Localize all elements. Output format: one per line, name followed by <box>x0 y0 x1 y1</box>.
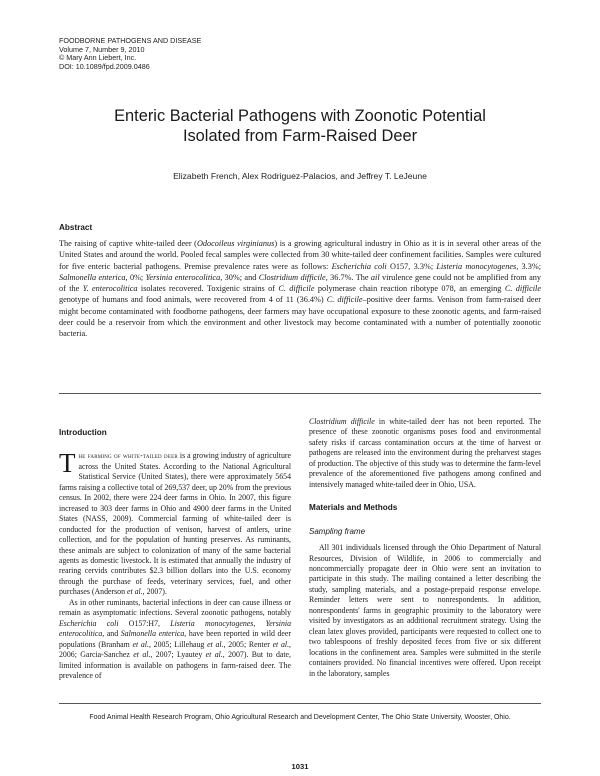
abstract-heading: Abstract <box>59 223 93 232</box>
footnote-divider <box>59 703 541 704</box>
drop-cap: T <box>59 448 76 479</box>
title-line-1: Enteric Bacterial Pathogens with Zoonotic Potential <box>114 107 486 125</box>
paper-title <box>40 106 560 146</box>
journal-doi: DOI: 10.1089/fpd.2009.0486 <box>59 61 150 71</box>
author-list: Elizabeth French, Alex Rodriguez-Palacios, and Jeffrey T. LeJeune <box>173 171 427 181</box>
methods-heading: Materials and Methods <box>309 503 398 513</box>
methods-paragraph: All 301 individuals licensed through the Ohio Department of Natural Resources, Division of Wildlife, in 2006 to commercially and noncommercially propagate deer in Ohio were sent an invitation to participate in this study. The mailing contained a letter describing the study, sampling materials, and a postage-prepaid response envelope. Reminder letters were sent to nonrespondents. In addition, nonrespondents' farms in geographic proximity to the laboratory were visited by investigators as an additional recruitment strategy. Using the clean latex gloves provided, participants were requested to collect one to two tablespoons of freshly deposited feces from five or six different locations in the confinement area. Samples were submitted in the sterile containers provided. No financial incentives were offered. Upon receipt in the laboratory, samples <box>309 543 541 678</box>
journal-copyright: © Mary Ann Liebert, Inc. <box>59 53 137 63</box>
journal-volume: Volume 7, Number 9, 2010 <box>59 44 145 54</box>
intro-heading: Introduction <box>59 428 107 437</box>
journal-name: FOODBORNE PATHOGENS AND DISEASE <box>59 36 202 45</box>
affiliation-footnote: Food Animal Health Research Program, Ohio Agricultural Research and Development Center, The Ohio State University, Wooster, Ohio. <box>89 714 511 721</box>
journal-header <box>59 37 201 71</box>
left-column <box>59 428 291 681</box>
sampling-heading: Sampling frame <box>309 526 366 536</box>
page-number: 1031 <box>291 762 309 771</box>
title-line-2: Isolated from Farm-Raised Deer <box>182 127 418 145</box>
intro-paragraph-1: The farming of white-tailed deer is a growing industry of agriculture across the United States. According to the National Agricultural Statistical Service (United States), there were approximately 5654 farms raising a collective total of 269,537 deer, up 20% from the previous census. In 2002, there were 224 deer farms in Ohio. In 2007, this figure increased to 303 deer farms in Ohio and 4900 deer farms in the United States (NASS, 2009). Commercial farming of white-tailed deer is conducted for the production of venison, harvest of antlers, urine collection, and for the population of hunting preserves. As ruminants, these animals are subject to colonization of many of the same bacterial agents as domestic livestock. It is estimated that annually the industry of rearing cervids contributes $2.3 billion dollars into the U.S. economy through the purchase of feeds, veterinary services, fuel, and other purchases (Anderson et al., 2007). <box>59 448 291 597</box>
abstract-divider <box>59 393 541 394</box>
abstract-body: The raising of captive white-tailed deer (Odocoileus virginianus) is a growing agricultural industry in Ohio as it is in several other areas of the United States and around the world. Pooled fecal samples were collected from 30 white-tailed deer confinement facilities. Samples were cultured for five enteric bacterial pathogens. Premise prevalence rates were as follows: Escherichia coli O157, 3.3%; Listeria monocytogenes, 3.3%; Salmonella enterica, 0%; Yersinia enterocolitica, 30%; and Clostridium difficile, 36.7%. The ail virulence gene could not be amplified from any of the Y. enterocolitica isolates recovered. Toxigenic strains of C. difficile polymerase chain reaction ribotype 078, an emerging C. difficile genotype of humans and food animals, were recovered from 4 of 11 (36.4%) C. difficile–positive deer farms. Venison from farm-raised deer might become contaminated with foodborne pathogens, deer farmers may have occupational exposure to these zoonotic agents, and farm-raised deer could be a reservoir from which the environment and other livestock may become contaminated with a number of potentially zoonotic bacteria. <box>59 239 542 339</box>
right-column <box>309 417 541 679</box>
intro-continuation: Clostridium difficile in white-tailed deer has not been reported. The presence of these zoonotic organisms poses food and environmental safety risks if carcass contamination occurs at the time of harvest or pathogens are released into the environment during the preharvest stages of production. The objective of this study was to determine the farm-level prevalence of the aforementioned five pathogens among confined and intensively managed white-tailed deer in Ohio, USA. <box>309 417 542 489</box>
intro-paragraph-2: As in other ruminants, bacterial infections in deer can cause illness or remain as asymptomatic infections. Several zoonotic pathogens, notably Escherichia coli O157:H7, Listeria monocytogenes, Yersinia enterocolitica, and Salmonella enterica, have been reported in wild deer populations (Branham et al., 2005; Lillehaug et al., 2005; Renter et al., 2006; Garcia-Sanchez et al., 2007; Lyautey et al., 2007). But to date, limited information is available on pathogens in farm-raised deer. The prevalence of <box>59 597 292 680</box>
